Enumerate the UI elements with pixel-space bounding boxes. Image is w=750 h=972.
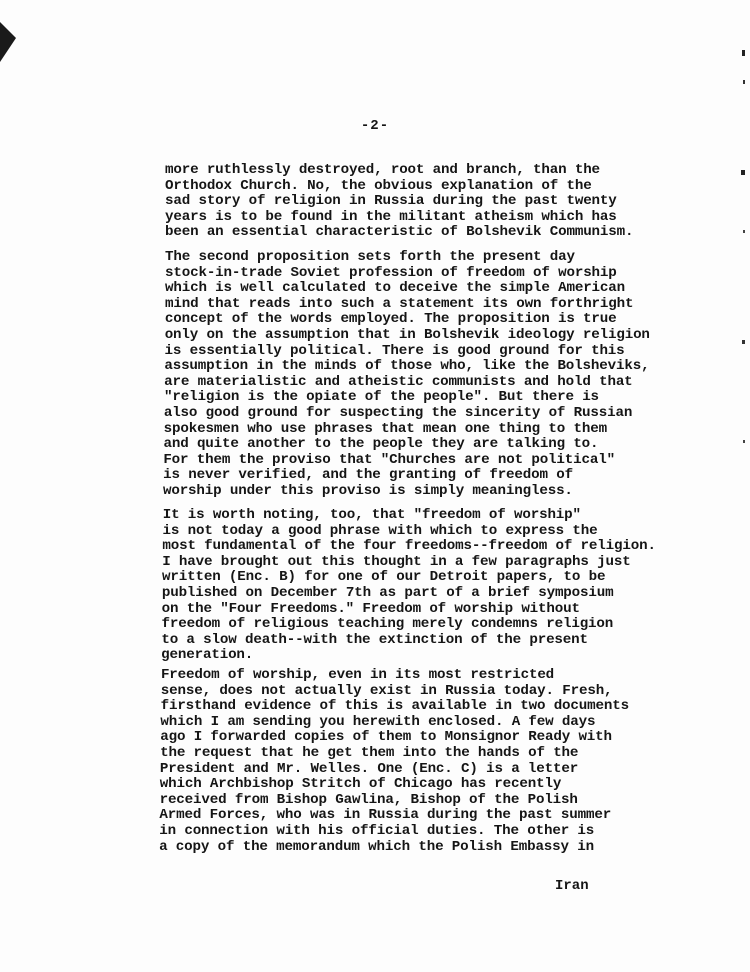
text-line: is never verified, and the granting of freedom of — [163, 467, 573, 484]
text-line: which Archbishop Stritch of Chicago has recently — [159, 776, 562, 793]
text-line: Freedom of worship, even in its most restricted — [160, 667, 555, 683]
text-line: most fundamental of the four freedoms--freedom of religion. — [162, 538, 656, 555]
text-line: and quite another to the people they are talking to. — [163, 436, 599, 453]
text-line: the request that he get them into the hands of the — [160, 745, 579, 761]
text-line: mind that reads into such a statement its own forthright — [165, 295, 634, 312]
text-line: I have brought out this thought in a few paragraphs just — [162, 553, 631, 570]
text-line: President and Mr. Welles. One (Enc. C) is a letter — [159, 760, 579, 777]
scan-corner-artifact — [0, 22, 16, 62]
text-line: freedom of religious teaching merely condemns religion — [161, 616, 614, 633]
text-line: The second proposition sets forth the present day — [165, 249, 575, 265]
text-line: "religion is the opiate of the people". But there is — [164, 389, 599, 406]
text-line: stock-in-trade Soviet profession of freedom of worship — [165, 264, 617, 281]
text-line: been an essential characteristic of Bolshevik Communism. — [165, 224, 634, 241]
text-line: worship under this proviso is simply meaningless. — [162, 483, 573, 499]
text-line: Armed Forces, who was in Russia during the past summer — [159, 807, 612, 824]
page-number: -2- — [360, 118, 390, 134]
text-line: also good ground for suspecting the sincerity of Russian — [163, 405, 633, 421]
scan-edge-specks — [740, 40, 748, 460]
text-line: in connection with his official duties. The other is — [159, 823, 595, 839]
text-line: is not today a good phrase with which to express the — [162, 522, 598, 539]
text-line: which I am sending you herewith enclosed. A few days — [160, 713, 596, 730]
text-line: to a slow death--with the extinction of the present — [161, 631, 588, 648]
text-line: only on the assumption that in Bolshevik ideology religion — [164, 327, 650, 343]
text-line: more ruthlessly destroyed, root and branch, than the — [165, 162, 600, 178]
text-line: It is worth noting, too, that "freedom of worship" — [162, 507, 581, 523]
text-line: ago I forwarded copies of them to Monsignor Ready with — [160, 729, 612, 746]
text-line: are materialistic and atheistic communists and hold that — [164, 373, 633, 390]
text-line: published on December 7th as part of a brief symposium — [161, 585, 614, 601]
text-line: Orthodox Church. No, the obvious explanation of the — [165, 177, 592, 194]
text-line: firsthand evidence of this is available in two documents — [160, 698, 629, 715]
catchword: Iran — [555, 878, 589, 894]
text-line: is essentially political. There is good ground for this — [164, 342, 625, 359]
text-line: spokesmen who use phrases that mean one thing to them — [163, 420, 607, 437]
text-line: sense, does not actually exist in Russia today. Fresh, — [160, 682, 613, 699]
text-line: a copy of the memorandum which the Polish Embassy in — [159, 838, 594, 855]
text-line: sad story of religion in Russia during the past twenty — [165, 193, 617, 210]
text-line: written (Enc. B) for one of our Detroit papers, to be — [162, 569, 606, 586]
text-line: For them the proviso that "Churches are not political" — [163, 451, 615, 468]
text-line: generation. — [161, 647, 254, 664]
text-line: on the "Four Freedoms." Freedom of worship without — [161, 600, 580, 617]
text-line: which is well calculated to deceive the simple American — [165, 280, 626, 297]
text-line: assumption in the minds of those who, like the Bolsheviks, — [164, 358, 650, 375]
text-line: received from Bishop Gawlina, Bishop of the Polish — [159, 791, 578, 808]
text-line: years is to be found in the militant atheism which has — [165, 208, 617, 225]
text-line: concept of the words employed. The proposition is true — [164, 311, 617, 328]
